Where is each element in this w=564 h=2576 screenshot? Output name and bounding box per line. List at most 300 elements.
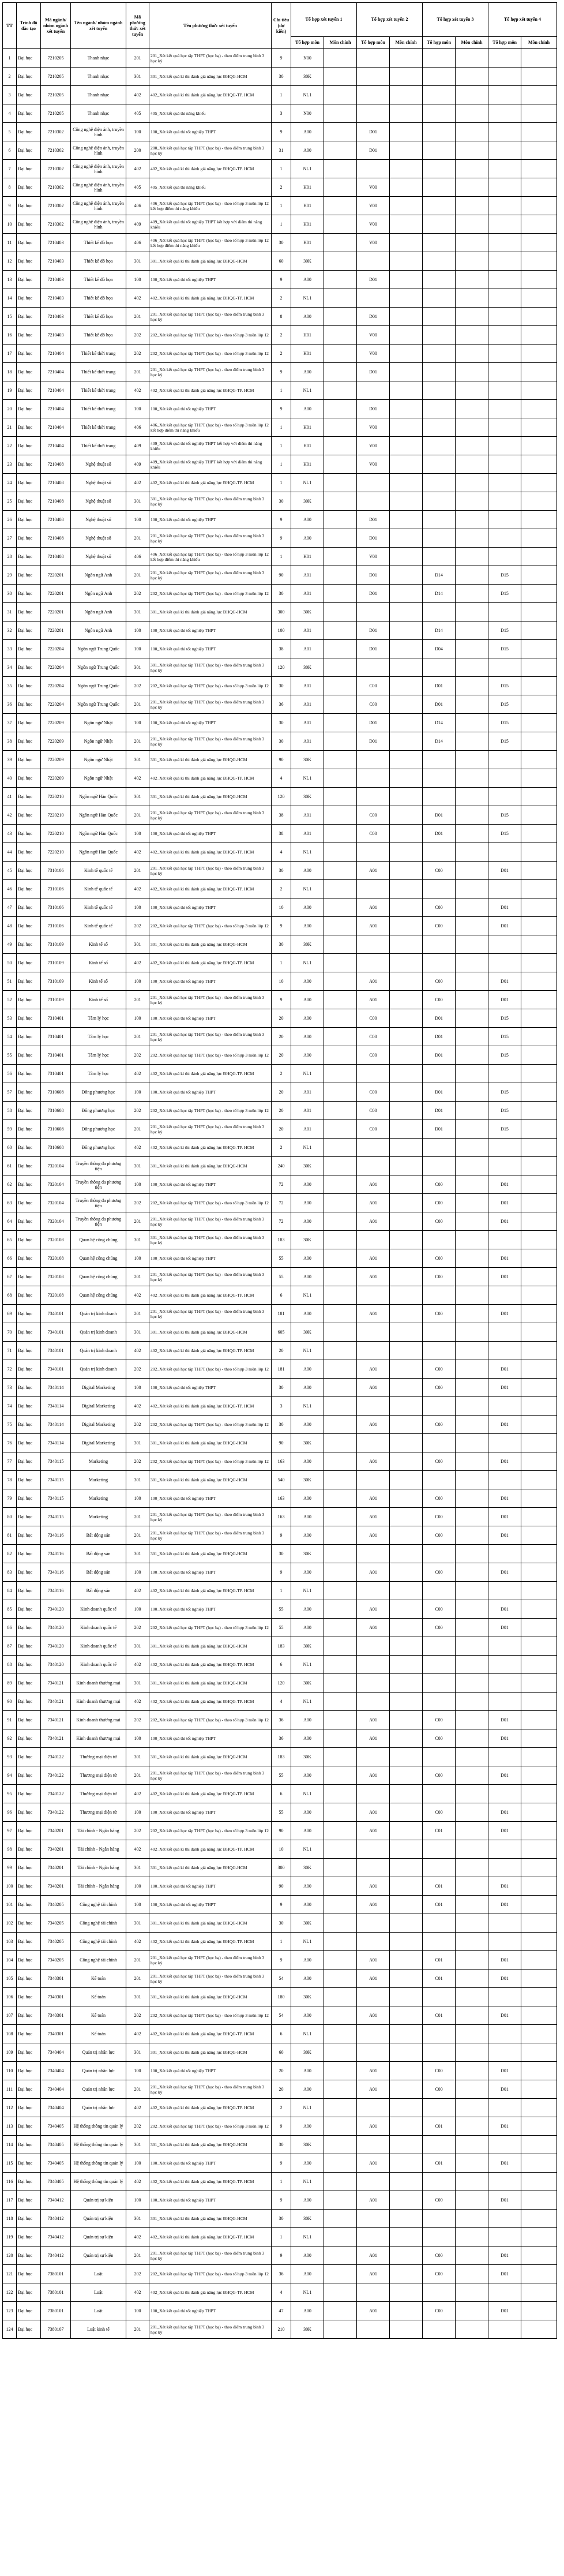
cell-main-subject-2 bbox=[390, 2080, 423, 2099]
cell-method-code: 200 bbox=[126, 141, 149, 160]
cell-tt: 96 bbox=[3, 1803, 17, 1822]
cell-main-subject-4 bbox=[521, 1582, 557, 1600]
cell-main-subject-3 bbox=[456, 788, 488, 806]
table-row bbox=[3, 455, 557, 474]
cell-level: Đại học bbox=[17, 1342, 41, 1360]
table-row bbox=[3, 1379, 557, 1397]
cell-major-name: Quan hệ công chúng bbox=[71, 1231, 126, 1249]
cell-quota: 20 bbox=[272, 1342, 291, 1360]
table-row bbox=[3, 769, 557, 788]
cell-combo-1: 30K bbox=[291, 2043, 324, 2062]
cell-major-code: 7340101 bbox=[41, 1323, 71, 1342]
cell-method-code: 402 bbox=[126, 2025, 149, 2043]
cell-combo-1: A00 bbox=[291, 1711, 324, 1729]
cell-level: Đại học bbox=[17, 1102, 41, 1120]
cell-tt: 88 bbox=[3, 1656, 17, 1674]
cell-quota: 30 bbox=[272, 1545, 291, 1563]
cell-major-name: Digital Marketing bbox=[71, 1397, 126, 1416]
cell-method-name: 301_Xét kết quả kì thi đánh giá năng lực ĐHQG-HCM bbox=[149, 751, 272, 769]
cell-combo-3 bbox=[423, 2136, 456, 2154]
cell-combo-4 bbox=[488, 603, 521, 621]
cell-tt: 85 bbox=[3, 1600, 17, 1619]
cell-quota: 38 bbox=[272, 640, 291, 658]
cell-major-code: 7220209 bbox=[41, 751, 71, 769]
cell-combo-1: 30K bbox=[291, 1545, 324, 1563]
cell-main-subject-4 bbox=[521, 972, 557, 991]
cell-method-name: 402_Xét kết quả kì thi đánh giá năng lực ĐHQG-TP. HCM bbox=[149, 769, 272, 788]
cell-main-subject-4 bbox=[521, 677, 557, 695]
table-row bbox=[3, 2265, 557, 2283]
table-row bbox=[3, 86, 557, 104]
cell-main-subject-2 bbox=[390, 2006, 423, 2025]
cell-main-subject-1 bbox=[324, 1360, 357, 1379]
cell-main-subject-3 bbox=[456, 714, 488, 732]
cell-combo-2 bbox=[357, 2136, 390, 2154]
table-row bbox=[3, 1896, 557, 1914]
cell-major-name: Quản trị kinh doanh bbox=[71, 1360, 126, 1379]
cell-method-code: 201 bbox=[126, 1508, 149, 1526]
cell-main-subject-3 bbox=[456, 2099, 488, 2117]
cell-combo-1: A00 bbox=[291, 1028, 324, 1046]
table-row bbox=[3, 2246, 557, 2265]
cell-combo-4 bbox=[488, 1748, 521, 1766]
cell-main-subject-4 bbox=[521, 1323, 557, 1342]
cell-method-name: 100_Xét kết quả thi tốt nghiệp THPT bbox=[149, 1175, 272, 1194]
cell-quota: 300 bbox=[272, 1859, 291, 1877]
table-row bbox=[3, 1729, 557, 1748]
cell-combo-1: A00 bbox=[291, 511, 324, 529]
cell-main-subject-3 bbox=[456, 1563, 488, 1582]
cell-main-subject-4 bbox=[521, 1766, 557, 1785]
cell-major-code: 7340405 bbox=[41, 2117, 71, 2136]
cell-method-name: 402_Xét kết quả kì thi đánh giá năng lực ĐHQG-TP. HCM bbox=[149, 2099, 272, 2117]
cell-combo-2: V00 bbox=[357, 437, 390, 455]
cell-combo-3: C01 bbox=[423, 1896, 456, 1914]
cell-level: Đại học bbox=[17, 68, 41, 86]
table-row bbox=[3, 1914, 557, 1933]
cell-main-subject-1 bbox=[324, 1840, 357, 1859]
table-row bbox=[3, 1268, 557, 1286]
cell-tt: 86 bbox=[3, 1619, 17, 1637]
cell-main-subject-1 bbox=[324, 104, 357, 123]
cell-quota: 20 bbox=[272, 1102, 291, 1120]
cell-tt: 41 bbox=[3, 788, 17, 806]
cell-main-subject-3 bbox=[456, 1175, 488, 1194]
cell-main-subject-2 bbox=[390, 2136, 423, 2154]
cell-combo-1: H01 bbox=[291, 197, 324, 215]
cell-level: Đại học bbox=[17, 1896, 41, 1914]
cell-combo-1: 30K bbox=[291, 1859, 324, 1877]
table-row bbox=[3, 806, 557, 825]
cell-combo-4 bbox=[488, 2136, 521, 2154]
cell-level: Đại học bbox=[17, 1305, 41, 1323]
header-combo-1: Tổ hợp xét tuyển 1 bbox=[291, 3, 357, 37]
cell-quota: 36 bbox=[272, 695, 291, 714]
cell-combo-3 bbox=[423, 1157, 456, 1175]
cell-combo-2: A01 bbox=[357, 1711, 390, 1729]
cell-method-code: 201 bbox=[126, 732, 149, 751]
cell-main-subject-4 bbox=[521, 529, 557, 548]
cell-combo-2 bbox=[357, 788, 390, 806]
cell-combo-3: C00 bbox=[423, 991, 456, 1009]
cell-major-name: Thanh nhạc bbox=[71, 68, 126, 86]
cell-quota: 163 bbox=[272, 1452, 291, 1471]
cell-combo-4 bbox=[488, 2320, 521, 2339]
cell-quota: 30 bbox=[272, 935, 291, 954]
cell-combo-3: C00 bbox=[423, 1600, 456, 1619]
subheader-main-subject: Môn chính bbox=[521, 37, 557, 49]
cell-combo-2: C00 bbox=[357, 677, 390, 695]
cell-method-code: 405 bbox=[126, 178, 149, 197]
table-row bbox=[3, 658, 557, 677]
cell-combo-3 bbox=[423, 104, 456, 123]
cell-main-subject-3 bbox=[456, 585, 488, 603]
cell-method-name: 405_Xét kết quả thi năng khiếu bbox=[149, 104, 272, 123]
cell-main-subject-4 bbox=[521, 1896, 557, 1914]
cell-tt: 90 bbox=[3, 1693, 17, 1711]
cell-method-name: 402_Xét kết quả kì thi đánh giá năng lực ĐHQG-TP. HCM bbox=[149, 1840, 272, 1859]
cell-method-name: 409_Xét kết quả thi tốt nghiệp THPT kết hợp với điểm thi năng khiếu bbox=[149, 455, 272, 474]
cell-tt: 28 bbox=[3, 548, 17, 566]
cell-main-subject-2 bbox=[390, 308, 423, 326]
cell-main-subject-1 bbox=[324, 252, 357, 271]
cell-level: Đại học bbox=[17, 714, 41, 732]
cell-major-name: Công nghệ điện ảnh, truyền hình bbox=[71, 160, 126, 178]
cell-method-code: 402 bbox=[126, 1656, 149, 1674]
cell-main-subject-1 bbox=[324, 1212, 357, 1231]
cell-main-subject-2 bbox=[390, 1083, 423, 1102]
cell-combo-4: D01 bbox=[488, 1711, 521, 1729]
cell-combo-4 bbox=[488, 1065, 521, 1083]
cell-main-subject-1 bbox=[324, 640, 357, 658]
cell-major-name: Marketing bbox=[71, 1471, 126, 1489]
cell-method-code: 406 bbox=[126, 548, 149, 566]
cell-method-name: 301_Xét kết quả kì thi đánh giá năng lực ĐHQG-HCM bbox=[149, 1637, 272, 1656]
cell-quota: 1 bbox=[272, 197, 291, 215]
table-row bbox=[3, 972, 557, 991]
cell-quota: 30 bbox=[272, 732, 291, 751]
cell-main-subject-1 bbox=[324, 1175, 357, 1194]
cell-tt: 16 bbox=[3, 326, 17, 345]
cell-combo-1: A00 bbox=[291, 1175, 324, 1194]
cell-main-subject-4 bbox=[521, 234, 557, 252]
cell-combo-4 bbox=[488, 1545, 521, 1563]
cell-main-subject-1 bbox=[324, 1268, 357, 1286]
cell-main-subject-1 bbox=[324, 381, 357, 400]
cell-major-name: Công nghệ điện ảnh, truyền hình bbox=[71, 178, 126, 197]
cell-combo-3 bbox=[423, 1342, 456, 1360]
cell-quota: 55 bbox=[272, 1803, 291, 1822]
cell-main-subject-3 bbox=[456, 326, 488, 345]
cell-major-code: 7220210 bbox=[41, 843, 71, 862]
cell-level: Đại học bbox=[17, 843, 41, 862]
cell-major-name: Thanh nhạc bbox=[71, 86, 126, 104]
cell-combo-3 bbox=[423, 2210, 456, 2228]
cell-combo-4 bbox=[488, 1342, 521, 1360]
cell-method-name: 402_Xét kết quả kì thi đánh giá năng lực ĐHQG-TP. HCM bbox=[149, 843, 272, 862]
cell-quota: 9 bbox=[272, 1896, 291, 1914]
cell-level: Đại học bbox=[17, 806, 41, 825]
cell-level: Đại học bbox=[17, 1637, 41, 1656]
cell-combo-3: C00 bbox=[423, 972, 456, 991]
cell-main-subject-1 bbox=[324, 160, 357, 178]
cell-quota: 3 bbox=[272, 1397, 291, 1416]
header-major-code: Mã ngành/ nhóm ngành xét tuyển bbox=[41, 3, 71, 49]
cell-combo-4: D01 bbox=[488, 972, 521, 991]
header-tt: TT bbox=[3, 3, 17, 49]
cell-main-subject-4 bbox=[521, 2043, 557, 2062]
cell-main-subject-2 bbox=[390, 492, 423, 511]
cell-main-subject-1 bbox=[324, 2283, 357, 2302]
table-row bbox=[3, 1711, 557, 1729]
cell-method-name: 402_Xét kết quả kì thi đánh giá năng lực ĐHQG-TP. HCM bbox=[149, 160, 272, 178]
cell-main-subject-4 bbox=[521, 1249, 557, 1268]
cell-main-subject-4 bbox=[521, 788, 557, 806]
cell-main-subject-3 bbox=[456, 1046, 488, 1065]
cell-main-subject-1 bbox=[324, 1046, 357, 1065]
cell-method-name: 402_Xét kết quả kì thi đánh giá năng lực ĐHQG-TP. HCM bbox=[149, 1286, 272, 1305]
cell-method-name: 402_Xét kết quả kì thi đánh giá năng lực ĐHQG-TP. HCM bbox=[149, 289, 272, 308]
cell-combo-2 bbox=[357, 160, 390, 178]
cell-main-subject-3 bbox=[456, 1489, 488, 1508]
cell-main-subject-4 bbox=[521, 2246, 557, 2265]
cell-main-subject-1 bbox=[324, 1120, 357, 1139]
cell-tt: 113 bbox=[3, 2117, 17, 2136]
cell-main-subject-2 bbox=[390, 825, 423, 843]
cell-combo-1: A00 bbox=[291, 898, 324, 917]
cell-main-subject-3 bbox=[456, 2302, 488, 2320]
cell-combo-1: NL1 bbox=[291, 2025, 324, 2043]
cell-main-subject-3 bbox=[456, 234, 488, 252]
cell-major-code: 7340114 bbox=[41, 1379, 71, 1397]
cell-tt: 99 bbox=[3, 1859, 17, 1877]
cell-quota: 2 bbox=[272, 1139, 291, 1157]
cell-major-name: Truyền thông đa phương tiện bbox=[71, 1157, 126, 1175]
cell-major-code: 7340412 bbox=[41, 2228, 71, 2246]
cell-combo-3: C00 bbox=[423, 898, 456, 917]
cell-major-name: Quan hệ công chúng bbox=[71, 1286, 126, 1305]
cell-tt: 26 bbox=[3, 511, 17, 529]
cell-major-code: 7340122 bbox=[41, 1748, 71, 1766]
cell-main-subject-4 bbox=[521, 474, 557, 492]
cell-method-code: 202 bbox=[126, 2006, 149, 2025]
cell-main-subject-4 bbox=[521, 1065, 557, 1083]
cell-method-code: 201 bbox=[126, 1268, 149, 1286]
cell-level: Đại học bbox=[17, 1877, 41, 1896]
cell-level: Đại học bbox=[17, 1563, 41, 1582]
cell-main-subject-2 bbox=[390, 1065, 423, 1083]
cell-combo-3: C00 bbox=[423, 1249, 456, 1268]
cell-main-subject-4 bbox=[521, 2080, 557, 2099]
cell-combo-2 bbox=[357, 2025, 390, 2043]
table-row bbox=[3, 917, 557, 935]
cell-method-name: 402_Xét kết quả kì thi đánh giá năng lực ĐHQG-TP. HCM bbox=[149, 880, 272, 898]
cell-level: Đại học bbox=[17, 1397, 41, 1416]
cell-combo-4 bbox=[488, 49, 521, 68]
cell-quota: 9 bbox=[272, 363, 291, 381]
cell-main-subject-4 bbox=[521, 1452, 557, 1471]
cell-main-subject-4 bbox=[521, 732, 557, 751]
cell-major-name: Kinh doanh quốc tế bbox=[71, 1656, 126, 1674]
cell-main-subject-1 bbox=[324, 1323, 357, 1342]
cell-combo-2: A01 bbox=[357, 1212, 390, 1231]
cell-combo-3: C00 bbox=[423, 1305, 456, 1323]
cell-major-name: Truyền thông đa phương tiện bbox=[71, 1175, 126, 1194]
table-row bbox=[3, 898, 557, 917]
cell-quota: 90 bbox=[272, 1877, 291, 1896]
cell-level: Đại học bbox=[17, 1766, 41, 1785]
table-row bbox=[3, 2283, 557, 2302]
cell-level: Đại học bbox=[17, 141, 41, 160]
cell-combo-4 bbox=[488, 252, 521, 271]
cell-combo-3 bbox=[423, 2320, 456, 2339]
cell-combo-3 bbox=[423, 1914, 456, 1933]
cell-method-code: 402 bbox=[126, 381, 149, 400]
cell-quota: 4 bbox=[272, 769, 291, 788]
cell-main-subject-1 bbox=[324, 178, 357, 197]
cell-main-subject-3 bbox=[456, 1194, 488, 1212]
cell-major-code: 7340120 bbox=[41, 1600, 71, 1619]
cell-main-subject-2 bbox=[390, 1416, 423, 1434]
cell-main-subject-4 bbox=[521, 2062, 557, 2080]
cell-combo-3: C00 bbox=[423, 2302, 456, 2320]
cell-main-subject-4 bbox=[521, 991, 557, 1009]
cell-main-subject-2 bbox=[390, 2283, 423, 2302]
cell-combo-2: D01 bbox=[357, 585, 390, 603]
cell-major-name: Luật bbox=[71, 2283, 126, 2302]
cell-method-code: 201 bbox=[126, 1212, 149, 1231]
cell-main-subject-3 bbox=[456, 1231, 488, 1249]
cell-main-subject-1 bbox=[324, 1766, 357, 1785]
cell-main-subject-3 bbox=[456, 732, 488, 751]
table-row bbox=[3, 1877, 557, 1896]
cell-main-subject-1 bbox=[324, 1194, 357, 1212]
cell-tt: 63 bbox=[3, 1194, 17, 1212]
cell-method-code: 301 bbox=[126, 1545, 149, 1563]
cell-combo-3 bbox=[423, 511, 456, 529]
cell-combo-1: NL1 bbox=[291, 2173, 324, 2191]
cell-quota: 30 bbox=[272, 68, 291, 86]
cell-major-code: 7380101 bbox=[41, 2265, 71, 2283]
cell-combo-1: N00 bbox=[291, 49, 324, 68]
cell-combo-3: C00 bbox=[423, 1563, 456, 1582]
cell-main-subject-4 bbox=[521, 1416, 557, 1434]
cell-major-code: 7210403 bbox=[41, 326, 71, 345]
cell-major-name: Nghệ thuật số bbox=[71, 548, 126, 566]
cell-level: Đại học bbox=[17, 2099, 41, 2117]
cell-method-name: 409_Xét kết quả thi tốt nghiệp THPT kết hợp với điểm thi năng khiếu bbox=[149, 215, 272, 234]
cell-method-name: 100_Xét kết quả thi tốt nghiệp THPT bbox=[149, 898, 272, 917]
table-row bbox=[3, 1083, 557, 1102]
cell-combo-1: NL1 bbox=[291, 1397, 324, 1416]
cell-major-name: Kế toán bbox=[71, 2006, 126, 2025]
cell-main-subject-1 bbox=[324, 1803, 357, 1822]
cell-combo-3: C00 bbox=[423, 2265, 456, 2283]
cell-main-subject-4 bbox=[521, 2025, 557, 2043]
cell-tt: 48 bbox=[3, 917, 17, 935]
cell-tt: 39 bbox=[3, 751, 17, 769]
cell-combo-3 bbox=[423, 1840, 456, 1859]
cell-main-subject-3 bbox=[456, 1545, 488, 1563]
cell-main-subject-4 bbox=[521, 1674, 557, 1693]
cell-combo-1: A00 bbox=[291, 1877, 324, 1896]
table-row bbox=[3, 566, 557, 585]
cell-level: Đại học bbox=[17, 1120, 41, 1139]
cell-quota: 9 bbox=[272, 2154, 291, 2173]
cell-major-code: 7340121 bbox=[41, 1711, 71, 1729]
cell-main-subject-1 bbox=[324, 1028, 357, 1046]
cell-combo-3 bbox=[423, 178, 456, 197]
cell-combo-4 bbox=[488, 2025, 521, 2043]
table-row bbox=[3, 492, 557, 511]
cell-major-code: 7210408 bbox=[41, 511, 71, 529]
table-row bbox=[3, 400, 557, 418]
cell-major-name: Quản trị sự kiện bbox=[71, 2228, 126, 2246]
cell-method-code: 402 bbox=[126, 1397, 149, 1416]
cell-main-subject-4 bbox=[521, 1822, 557, 1840]
cell-major-name: Bất động sản bbox=[71, 1526, 126, 1545]
cell-combo-1: A00 bbox=[291, 1970, 324, 1988]
cell-combo-1: A00 bbox=[291, 1452, 324, 1471]
cell-major-name: Kinh doanh thương mại bbox=[71, 1711, 126, 1729]
cell-main-subject-2 bbox=[390, 1600, 423, 1619]
cell-main-subject-1 bbox=[324, 2246, 357, 2265]
cell-method-code: 301 bbox=[126, 788, 149, 806]
cell-method-name: 201_Xét kết quả học tập THPT (học bạ) - theo điểm trung bình 3 học kỳ bbox=[149, 1970, 272, 1988]
cell-main-subject-4 bbox=[521, 1693, 557, 1711]
cell-combo-2: A01 bbox=[357, 2080, 390, 2099]
cell-major-code: 7210302 bbox=[41, 178, 71, 197]
cell-combo-4: D01 bbox=[488, 2191, 521, 2210]
cell-major-name: Tâm lý học bbox=[71, 1009, 126, 1028]
cell-level: Đại học bbox=[17, 1600, 41, 1619]
table-row bbox=[3, 1102, 557, 1120]
cell-major-code: 7340120 bbox=[41, 1619, 71, 1637]
cell-combo-4 bbox=[488, 215, 521, 234]
cell-combo-3 bbox=[423, 1065, 456, 1083]
table-row bbox=[3, 2080, 557, 2099]
cell-quota: 60 bbox=[272, 252, 291, 271]
cell-combo-4 bbox=[488, 1693, 521, 1711]
cell-method-code: 100 bbox=[126, 1009, 149, 1028]
cell-method-name: 402_Xét kết quả kì thi đánh giá năng lực ĐHQG-TP. HCM bbox=[149, 954, 272, 972]
cell-major-name: Đông phương học bbox=[71, 1120, 126, 1139]
cell-combo-4 bbox=[488, 381, 521, 400]
cell-combo-2 bbox=[357, 2099, 390, 2117]
cell-quota: 10 bbox=[272, 1840, 291, 1859]
cell-method-code: 301 bbox=[126, 252, 149, 271]
cell-combo-2: A01 bbox=[357, 2265, 390, 2283]
cell-quota: 55 bbox=[272, 1766, 291, 1785]
table-row bbox=[3, 677, 557, 695]
cell-main-subject-1 bbox=[324, 769, 357, 788]
cell-major-name: Ngôn ngữ Hàn Quốc bbox=[71, 806, 126, 825]
cell-major-code: 7340121 bbox=[41, 1674, 71, 1693]
cell-combo-3 bbox=[423, 880, 456, 898]
cell-combo-3 bbox=[423, 160, 456, 178]
cell-combo-2: A01 bbox=[357, 991, 390, 1009]
table-row bbox=[3, 2043, 557, 2062]
cell-combo-4 bbox=[488, 935, 521, 954]
cell-major-name: Công nghệ điện ảnh, truyền hình bbox=[71, 141, 126, 160]
cell-main-subject-2 bbox=[390, 917, 423, 935]
cell-method-code: 202 bbox=[126, 1194, 149, 1212]
cell-main-subject-4 bbox=[521, 326, 557, 345]
cell-quota: 100 bbox=[272, 621, 291, 640]
cell-major-name: Nghệ thuật số bbox=[71, 529, 126, 548]
cell-tt: 44 bbox=[3, 843, 17, 862]
cell-combo-2: A01 bbox=[357, 1619, 390, 1637]
